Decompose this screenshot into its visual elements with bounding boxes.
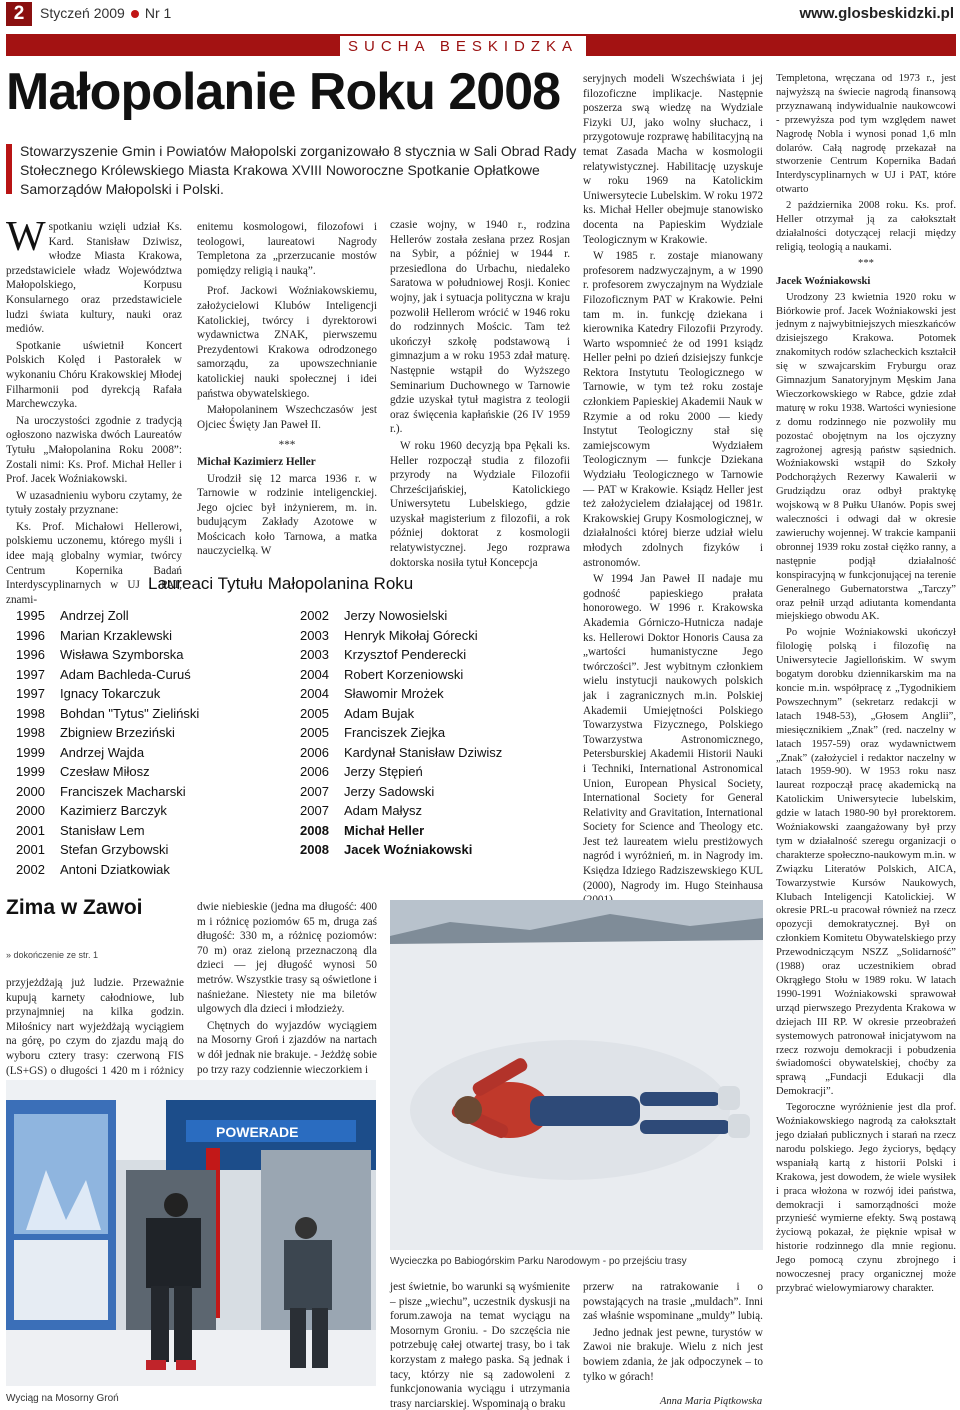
paragraph: przyjeżdżają już ludzie. Przeważnie kupują karnety całodniowe, lub przynajmniej na kilka godzin. Miłośnicy nart wyjeżdżają wyciągiem na górę, po czym do zjazdu mają do wyboru cztery trasy: czerwoną FIS (LS+GS) o długości 1 420 m i różnicy	[6, 977, 184, 1077]
paragraph	[6, 214, 182, 337]
laureate-row	[16, 821, 276, 841]
laureate-name: Henryk Mikołaj Górecki	[344, 627, 478, 643]
laureate-row	[16, 684, 276, 704]
laureate-year: 2004	[300, 666, 329, 682]
laureate-row	[300, 782, 570, 802]
laureate-name: Adam Małysz	[344, 803, 423, 818]
laureate-row	[16, 801, 276, 821]
laureate-year: 2007	[300, 803, 329, 818]
paragraph: W uzasadnieniu wyboru czytamy, że tytuły zostały przyznane:	[6, 489, 182, 517]
zima-title: Zima w Zawoi	[6, 896, 143, 919]
bullet-dot	[131, 10, 139, 18]
laureate-name: Stanisław Lem	[60, 822, 145, 838]
paragraph: Urodzony 23 kwietnia 1920 roku w Biórkowie prof. Jacek Woźniakowski jest jednym z najwybitniejszych mieszkańców dzisiejszego Krakowa. Potomek znakomitych rodów szlacheckich kształcił się w szwajcarskim Fryburgu oraz Gimnazjum Sanatoryjnym Męskim Jana Wieczorkowskiego w Rabce, gdzie zdał maturę w roku 1938. Wartości wyniesione z domu rodzinnego nie pozwoliły mu pozostać obojętnym na los ojczyzny zagrożonej agresją państw sąsiednich. Woźniakowski wstąpił do Szkoły Podchorążych Rezerwy Kawalerii w Grudziądzu oraz odbył praktykę wojskową w 8 Pułku Ułanów. Popis swej waleczności i odwagi dał w okresie zawieruchy wojennej. W trakcie kampanii obronnej 1939 roku został ciężko ranny, a następnie podjął działalność konspiracyjną w funkcjonującej na terenie Generalnego Gubernatorstwa „Tarczy” oraz pełnił urząd adiutanta komendanta miejskiego obwodu AK.	[776, 291, 956, 623]
laureate-name: Andrzej Wajda	[60, 744, 145, 760]
paragraph: 2 października 2008 roku. Ks. prof. Heller otrzymał ją za całokształt działalności dotyczącej relacji między religią, teologią a naukami.	[776, 200, 956, 253]
article-column-3	[390, 218, 570, 572]
snow-scene-illustration	[390, 900, 763, 1250]
paragraph: Na uroczystości zgodnie z tradycją ogłoszono nazwiska dwóch Laureatów Tytułu „Małopolanina Roku 2008”: Zostali nimi: Ks. Prof. Michał Heller i Prof. Jacek Woźniakowski.	[6, 414, 182, 486]
laureate-row	[16, 762, 276, 782]
paragraph: Małopolaninem Wszechczasów jest Ojciec Święty Jan Paweł II.	[197, 404, 377, 431]
paragraph-text: spotkaniu wzięli udział Ks. Kard. Stanisław Dziwisz, włodze Miasta Krakowa, przedstawiciele władz Województwa Małopolskiego, Korpusu Konsularnego oraz przedstawiciele ludzi świata kultury, nauki oraz mediów.	[6, 221, 182, 336]
laureate-year: 2008	[300, 822, 329, 838]
section-name: SUCHA BESKIDZKA	[340, 36, 586, 58]
laureate-row	[16, 704, 276, 724]
laureate-name: Stefan Grzybowski	[60, 842, 169, 857]
article-column-4	[583, 72, 763, 926]
paragraph: Po wojnie Woźniakowski ukończył filologię polską i filozofię na Uniwersytecie Jagiellońskim. W swym bogatym dorobku dziennikarskim ma na koncie m.in. współpracę z „Tygodnikiem Powszechnym” (sekretarz redakcji w latach 1948-53), „Głosem Anglii”, miesięcznikiem „Znak” (red. naczelny w latach 1957-59) oraz wydawnictwem „Znak” (założyciel i redaktor naczelny w latach 1959-90). W 1953 roku nasz laureat rozpoczął pracę akademicką na Katolickim Uniwersytecie lubelskim, gdzie w latach 1980-90 był prorektorem. Woźniakowski zaangażowany był przy tym w działalność szeregu organizacji o charakterze społeczno-naukowym m.in. w Związku Literatów Polskich, AICA, Towarzystwie Kursów Naukowych, Klubach Inteligencji Katolickiej. W okresie PRL-u pracował również na rzecz opozycji demokratycznej. Był on członkiem Komitetu Obywatelskiego przy Przewodniczącym NSZZ „Solidarność” (1988) oraz uczestnikiem obrad Okrągłego Stołu w 1989 roku. W latach 1990-1991 Woźniakowski sprawował urząd pierwszego Prezydenta Krakowa w dziejach III RP. W okresie przeobrażeń systemowych patronował inicjatywom na rzecz rozwoju demokracji i pobudzenia świadomości obywatelskiej, choćby za sprawą „Fundacji Edukacji dla Demokracji”.	[776, 627, 956, 1098]
paragraph: Templetona, wręczana od 1973 r., jest najwyższą na świecie nagrodą finansową przyznawaną indywidualnie naukowcowi - przewyższa pod tym względem nawet Nagrodę Nobla i wynosi ponad 1,6 mln dolarów. Całą nagrodę przekazał na stworzenie Centrum Kopernika Badań Interdyscyplinarnych w UJ i PAT, które otwarto	[776, 73, 956, 196]
laureate-name: Bohdan "Tytus" Zieliński	[60, 705, 200, 721]
paragraph: W 1994 Jan Paweł II nadaje mu godność papieskiego prałata honorowego. W 1996 r. Krakowska Akademia Górniczo-Hutnicza nadaje ks. Hellerowi Doktor Honoris Causa za „wartości humanistyczne Jego twórczości”. Jest wybitnym członkiem wielu instytucji naukowych polskich jak i zagranicznych m.in. Polskiej Akademii Umiejętności Polskiego Towarzystwa Fizycznego, Polskiego Towarzystwa Astronomicznego, Petersburskiej Akademii Historii Nauki i Techniki, International Astronomical Union, European Physical Society, International Society for General Relativity and Gravitation, International Society for Science and Theology etc. Jest też laureatem wielu prestiżowych nagród i wyróżnień, m. in Nagrody im. Księdza Idziego Radziszewskiego KUL (2000), Nagrody im. Hugo Steinhausa	[583, 573, 763, 892]
laureate-name: Jerzy Stępień	[344, 764, 423, 779]
laureate-row	[300, 840, 570, 860]
laureate-year: 2002	[16, 861, 45, 877]
laureate-name: Jacek Woźniakowski	[344, 842, 473, 857]
laureate-year: 2004	[300, 686, 329, 701]
laureate-year: 2006	[300, 764, 329, 779]
laureate-row	[16, 606, 276, 626]
zima-column-2	[197, 900, 377, 1079]
issue-date: Styczeń 2009	[40, 5, 125, 21]
laureate-year: 1996	[16, 647, 45, 662]
article-lead: Stowarzyszenie Gmin i Powiatów Małopolski zorganizowało 8 stycznia w Sali Obrad Rady Stołecznego Królewskiego Miasta Krakowa XVIII Noworoczne Spotkanie Opłatkowe Samorządów Małopolski i Polski.	[20, 143, 577, 197]
laureate-name: Kardynał Stanisław Dziwisz	[344, 744, 503, 760]
laureate-year: 2003	[300, 627, 329, 643]
laureate-year: 2008	[300, 842, 329, 857]
paragraph: Jedno jednak jest pewne, turystów w Zawoi nie brakuje. Wielu z nich jest bowiem zdania, że jak odpoczynek – to tylko w górach!	[583, 1326, 763, 1383]
laureate-name: Czesław Miłosz	[60, 764, 150, 779]
laureate-row	[300, 665, 570, 685]
paragraph: Spotkanie uświetnił Koncert Polskich Kolęd i Pastorałek w wykonaniu Chóru Krakowskiej Młodej Filharmonii pod dyrekcją Rafała Marchewczyka.	[6, 339, 182, 411]
laureate-row	[300, 723, 570, 743]
laureate-name: Robert Korzeniowski	[344, 666, 464, 682]
laureate-row	[300, 762, 570, 782]
laureate-year: 2002	[300, 608, 329, 623]
lead-accent-bar	[6, 144, 12, 194]
paragraph: Prof. Jackowi Woźniakowskiemu, założycielowi Klubów Inteligencji Katolickiej, twórcy i dyrektorowi wydawnictwa ZNAK, pierwszemu Prezydentowi Krakowa odrodzonego samorządu, za upowszechnianie katolickiej nauki społecznej i idei państwa obywatelskiego.	[197, 285, 377, 400]
issue-info	[40, 5, 171, 21]
laureate-name: Jerzy Sadowski	[344, 783, 435, 799]
laureate-row	[16, 782, 276, 802]
drop-cap: W	[6, 214, 46, 260]
laureate-row	[300, 801, 570, 821]
paragraph: W 1985 r. zostaje mianowany profesorem nadzwyczajnym, a w 1990 r. profesorem zwyczajnym na Wydziale Filozoficznym PAT w Krakowie. Pełni tam m. in. funkcję dziekana i kierownika Katedry Filozofii Przyrody. Warto wspomnieć że od 1991 ksiądz Heller pełni po dzień dzisiejszy funkcje Rektora Instytutu Teologicznego w Tarnowie, w tym też roku zostaje członkiem Papieskiej Akademii Nauk w Rzymie a od roku 2000 — kiedy Instytut Teologiczny stał się zamiejscowym Wydziałem Teologicznym — funkcje Dziekana Wydziału Teologicznego w Tarnowie — PAT w Krakowie. Ksiądz Heller jest też założycielem działającej od 1981r. Krakowskiej Grupy Kosmologicznej, w działalności której bierze udział wielu młodych zdolnych fizyków i astronomów.	[583, 250, 763, 569]
laureate-name: Kazimierz Barczyk	[60, 803, 167, 818]
laureate-name: Adam Bujak	[344, 705, 415, 721]
separator-stars: ***	[858, 257, 874, 269]
laureate-name: Antoni Dziatkowiak	[60, 861, 170, 877]
laureate-year: 2005	[300, 705, 329, 721]
subheading-wozniakowski: Jacek Woźniakowski	[776, 275, 871, 287]
photo-snow-caption: Wycieczka po Babiogórskim Parku Narodowym - po przejściu trasy	[390, 1256, 687, 1267]
ski-lift-illustration	[6, 1080, 376, 1386]
laureate-year: 2000	[16, 783, 45, 799]
laureate-name: Franciszek Ziejka	[344, 725, 446, 740]
paragraph: seryjnych modeli Wszechświata i jej filozoficzne implikacje. Następnie poszerza swą wiedzę na Wydziale Fizyki UJ, jako wolny słuchacz, i przygotowuje rozprawę habilitacyjną na temat Zasada Macha w kosmologii relatywistycznej. Habilitację uzyskuje w roku 1969 na Katolickim Uniwersytecie Lubelskim. W roku 1972 ks. Michał Heller obejmuje stanowisko docenta na Papieskim Wydziale Teologicznym w Krakowie.	[583, 73, 763, 246]
laureate-name: Zbigniew Brzeziński	[60, 725, 175, 740]
website-link[interactable]: www.glosbeskidzki.pl	[799, 5, 954, 22]
laureate-row	[16, 840, 276, 860]
laureate-year: 1995	[16, 608, 45, 623]
paragraph: czasie wojny, w 1940 r., rodzina Hellerów została zesłana przez Rosjan na Sybir, a później w 1944 r. przesiedlona do Urbachu, niedaleko Saratowa w południowej Rosji. Koniec wojny, jak i sytuacja polityczna w kraju pozwolił Hellerom wrócić w 1946 roku do rodzinnych Mościc. Tam też ukończył szkołę podstawową i gimnazjum a w roku 1953 zdał maturę. Następnie wstąpił do Wyższego Seminarium Duchownego w Tarnowie gdzie uzyskał tytuł magistra z teologii oraz święcenia kapłańskie (26 IV 1959 r.).	[390, 219, 570, 436]
laureate-row	[16, 743, 276, 763]
article-column-2	[197, 220, 377, 561]
paragraph: przerw na ratrakowanie i o powstających na trasie „muldach”. Inni zaś właśnie wspominane „muldy” lubią.	[583, 1281, 763, 1323]
laureate-year: 1997	[16, 666, 45, 682]
laureate-row	[300, 821, 570, 841]
laureate-year: 2001	[16, 822, 45, 838]
photo-snow-angel	[390, 900, 763, 1250]
laureate-year: 1999	[16, 744, 45, 760]
laureate-year: 2005	[300, 725, 329, 740]
laureate-row	[300, 645, 570, 665]
zima-column-1	[6, 976, 184, 1095]
page-number: 2	[6, 2, 32, 26]
laureate-year: 1999	[16, 764, 45, 779]
laureates-title: Laureaci Tytułu Małopolanina Roku	[148, 574, 414, 593]
zima-column-3	[390, 1280, 570, 1410]
article-headline: Małopolanie Roku 2008	[6, 63, 561, 121]
paragraph: dwie niebieskie (jedna ma długość: 400 m i różnicę poziomów 65 m, druga zaś długość: 330 m, a różnicę poziomów: 70 m) oraz zieloną przeznaczoną dla dzieci — jej długość wynosi 50 metrów. Wszystkie trasy są oświetlone i naśnieżane. Niestety nie ma biletów ulgowych dla dzieci i młodzieży.	[197, 901, 377, 1016]
laureate-row	[300, 606, 570, 626]
paragraph: enitemu kosmologowi, filozofowi i teologowi, laureatowi Nagrody Templetona za „przerzucanie mostów pomiędzy religią i nauką”.	[197, 221, 377, 277]
paragraph: jest świetnie, bo warunki są wyśmienite – pisze „wiechu”, uczestnik dyskusji na forum.zawoja na temat wyciągu na Mosornym Groniu. - Do szczęścia nie potrzebuję całej otwartej trasy, bo i tak korzystam z małego paska. Są jednak i tacy, którzy nie są zadowoleni z funkcjonowania wyciągu i utrzymania trasy narciarskiej. Wspominają o braku	[390, 1281, 570, 1410]
photo-ski-lift-caption: Wyciąg na Mosorny Groń	[6, 1393, 119, 1404]
paragraph: W roku 1960 decyzją bpa Pękali ks. Heller rozpoczął studia z filozofii przyrody na Wydziale Filozofii Chrześcijańskiej, Katolickiego Uniwersytetu Lubelskiego, gdzie uzyskał magisterium z filozofii, a rok później doktorat z kosmologii relatywistycznej. Jego rozprawa doktorska nosiła tytuł Koncepcja	[390, 439, 570, 569]
paragraph: Chętnych do wyjazdów wyciągiem na Mosorny Groń i zjazdów na nartach w dół jednak nie brakuje. - Jeżdżę sobie po trzy razy codziennie wieczorkiem i	[197, 1019, 377, 1076]
laureate-row	[16, 723, 276, 743]
continued-note: » dokończenie ze str. 1	[6, 950, 99, 960]
laureate-year: 2003	[300, 647, 329, 662]
photo-ski-lift	[6, 1080, 376, 1386]
laureate-name: Andrzej Zoll	[60, 608, 129, 623]
laureate-year: 2007	[300, 783, 329, 799]
laureate-row	[300, 684, 570, 704]
laureate-row	[300, 626, 570, 646]
laureate-name: Adam Bachleda-Curuś	[60, 666, 191, 682]
laureate-year: 1998	[16, 705, 45, 721]
laureate-year: 2001	[16, 842, 45, 857]
laureate-name: Krzysztof Penderecki	[344, 647, 467, 662]
laureate-row	[300, 743, 570, 763]
laureate-row	[16, 665, 276, 685]
laureate-name: Jerzy Nowosielski	[344, 608, 448, 623]
powerade-sign: POWERADE	[216, 1124, 299, 1140]
laureate-year: 2000	[16, 803, 45, 818]
laureate-row	[300, 704, 570, 724]
laureates-list-right	[300, 606, 570, 860]
laureate-row	[16, 645, 276, 665]
laureates-list-left	[16, 606, 276, 879]
paragraph: Tegoroczne wyróżnienie jest dla prof. Woźniakowskiego nagrodą za całokształt jego działań publicznych i starań na rzecz narodu polskiego. Jego życiorys, będący wspaniałą kartą z historii Polski i Krakowa, jest dowodem, że wiele wysiłek i praca włożona w rozwój idei państwa, demokracji i samorządności może przynieść wymierne efekty. Swą postawą życiową pokazał, że pięknie wpisał w historie rodzinnego dla mnie regionu. Jego pomocą czynu zbrojnego i nowoczesnej pracy organicznej może przybrać wielowymiarowy charakter.	[776, 1102, 956, 1294]
laureate-row	[16, 860, 276, 880]
laureate-year: 2006	[300, 744, 329, 760]
subheading-heller: Michał Kazimierz Heller	[197, 455, 316, 468]
laureate-row	[16, 626, 276, 646]
article-author: Anna Maria Piątkowska	[660, 1396, 763, 1407]
laureate-name: Michał Heller	[344, 822, 425, 838]
laureate-year: 1997	[16, 686, 45, 701]
article-column-1	[6, 214, 182, 609]
laureate-name: Sławomir Mrożek	[344, 686, 444, 701]
zima-column-4	[583, 1280, 763, 1386]
laureate-name: Franciszek Macharski	[60, 783, 186, 799]
laureate-year: 1998	[16, 725, 45, 740]
article-column-5	[776, 72, 956, 1298]
laureate-name: Ignacy Tokarczuk	[60, 686, 161, 701]
laureate-year: 1996	[16, 627, 45, 643]
paragraph: Urodził się 12 marca 1936 r. w Tarnowie w rodzinie inteligenckiej. Jego ojciec był inżynierem, m. in. budującym Zakłady Azotowe w Mościcach koło Tarnowa, a matka nauczycielką. W	[197, 472, 377, 558]
laureate-name: Wisława Szymborska	[60, 647, 184, 662]
issue-number: Nr 1	[144, 5, 172, 21]
jeans	[530, 1096, 640, 1126]
laureate-name: Marian Krzaklewski	[60, 627, 172, 643]
separator-stars: ***	[278, 439, 296, 452]
paragraph: Ks. Prof. Michałowi Hellerowi, polskiemu uczonemu, którego myśli i idee mają globalny wymiar, twórcy Centrum Kopernika Badań Interdyscyplinarnych w UJ i PAT, znami-	[6, 520, 182, 606]
